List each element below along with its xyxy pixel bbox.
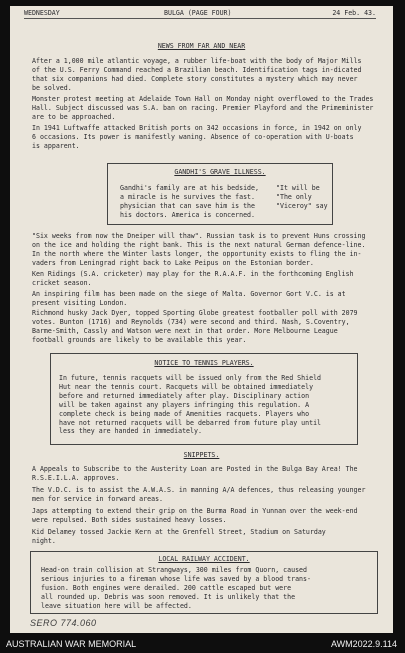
railway-box-text: Head-on train collision at Strangways, 300 miles from Quorn, caused serious injuries to a fireman whose life was saved by a blood trans- fusion. Both engines were derailed. 200 cattle escaped but were all rounded up. Debris was soon removed. It is unlikely that the leave situation here will be affected.	[41, 566, 311, 610]
paragraph-malta: An inspiring film has been made on the siege of Malta. Governor Gort V.C. is at present visiting London.	[32, 290, 346, 307]
paragraph-dyer: Richmond husky Jack Dyer, topped Sporting Globe greatest footballer poll with 2079 votes. Bunton (1716) and Reynolds (734) were second and third. Nash, S.Coventry, Barme-Smith, Cassly and Watson were next in that order. More Melbourne League football grounds are likely to be available this year.	[32, 309, 358, 344]
gandhi-box-quote: "It will be "The only "Viceroy" say	[276, 184, 328, 210]
gandhi-box-text: Gandhi's family are at his bedside, a miracle is he survives the fast. physician that can save him is the his doctors. America is concerned.	[120, 184, 259, 219]
header-date: 24 Feb. 43.	[332, 9, 376, 17]
tennis-box-text: In future, tennis racquets will be issued only from the Red Shield Hut near the tennis court. Racquets will be obtained immediately before and returned immediately after play. Disciplinary action will be taken against any players infringing this regulation. A complete check is being made of Amenities racquets. Players who have not returned racquets will be debarred from future play until less they are handed in immediately.	[59, 374, 322, 436]
newsletter-page	[10, 6, 393, 633]
paragraph-adelaide: Monster protest meeting at Adelaide Town Hall on Monday night overflowed to the Trades Hall. Subject discussed was S.A. ban on racing. Premier Playford and the Primeminister are to be approached.	[32, 95, 374, 121]
paragraph-austerity-loan: A Appeals to Subscribe to the Austerity Loan are Posted in the Bulga Bay Area! The R.S.E.I.L.A. approves.	[32, 465, 358, 482]
snippets-title: SNIPPETS.	[183, 451, 220, 459]
footer-accession-number: AWM2022.9.114	[330, 639, 397, 649]
tennis-box	[50, 353, 358, 445]
news-title: NEWS FROM FAR AND NEAR	[157, 42, 246, 50]
paragraph-dneiper: "Six weeks from now the Dneiper will thaw". Russian task is to prevent Huns crossing on the ice and holding the right bank. This is the next natural German defence-line. In the north where the Winter lasts longer, the opportunity exists to fling the in- vaders from Leningrad right back to Lake Peipus on the Estonian border.	[32, 232, 366, 267]
header-paper: BULGA (PAGE FOUR)	[164, 9, 232, 17]
paragraph-luftwaffe: In 1941 Luftwaffe attacked British ports on 342 occasions in force, in 1942 on only 6 occasions. Its power is manifestly waning. Absence of co-operation with U-boats is apparent.	[32, 124, 362, 150]
railway-box-title: LOCAL RAILWAY ACCIDENT.	[158, 555, 250, 563]
page-header	[24, 9, 376, 19]
paragraph-delamey: Kid Delamey tossed Jackie Kern at the Grenfell Street, Stadium on Saturday night.	[32, 528, 326, 545]
paragraph-vdc: The V.D.C. is to assist the A.W.A.S. in manning A/A defences, thus releasing younger men for service in forward areas.	[32, 486, 366, 503]
railway-box	[30, 551, 378, 614]
gandhi-box-title: GANDHI'S GRAVE ILLNESS.	[174, 168, 266, 176]
paragraph-ridings: Ken Ridings (S.A. cricketer) may play for the R.A.A.F. in the forthcoming English cricket season.	[32, 270, 354, 287]
gandhi-box	[107, 163, 333, 225]
handwritten-reference: SERO 774.060	[30, 618, 97, 628]
paragraph-mills: After a 1,000 mile atlantic voyage, a rubber life-boat with the body of Major Mills of the U.S. Ferry Command reached a Brazilian beach. Identification tags in-dicated that six companions had died. Complete story constitutes a mystery which may never be solved.	[32, 57, 362, 92]
footer-bar	[0, 637, 405, 653]
footer-institution: AUSTRALIAN WAR MEMORIAL	[6, 639, 137, 649]
tennis-box-title: NOTICE TO TENNIS PLAYERS.	[154, 359, 254, 367]
header-day: WEDNESDAY	[24, 9, 60, 17]
paragraph-burma-road: Japs attempting to extend their grip on the Burma Road in Yunnan over the week-end were repulsed. Both sides sustained heavy losses.	[32, 507, 358, 524]
